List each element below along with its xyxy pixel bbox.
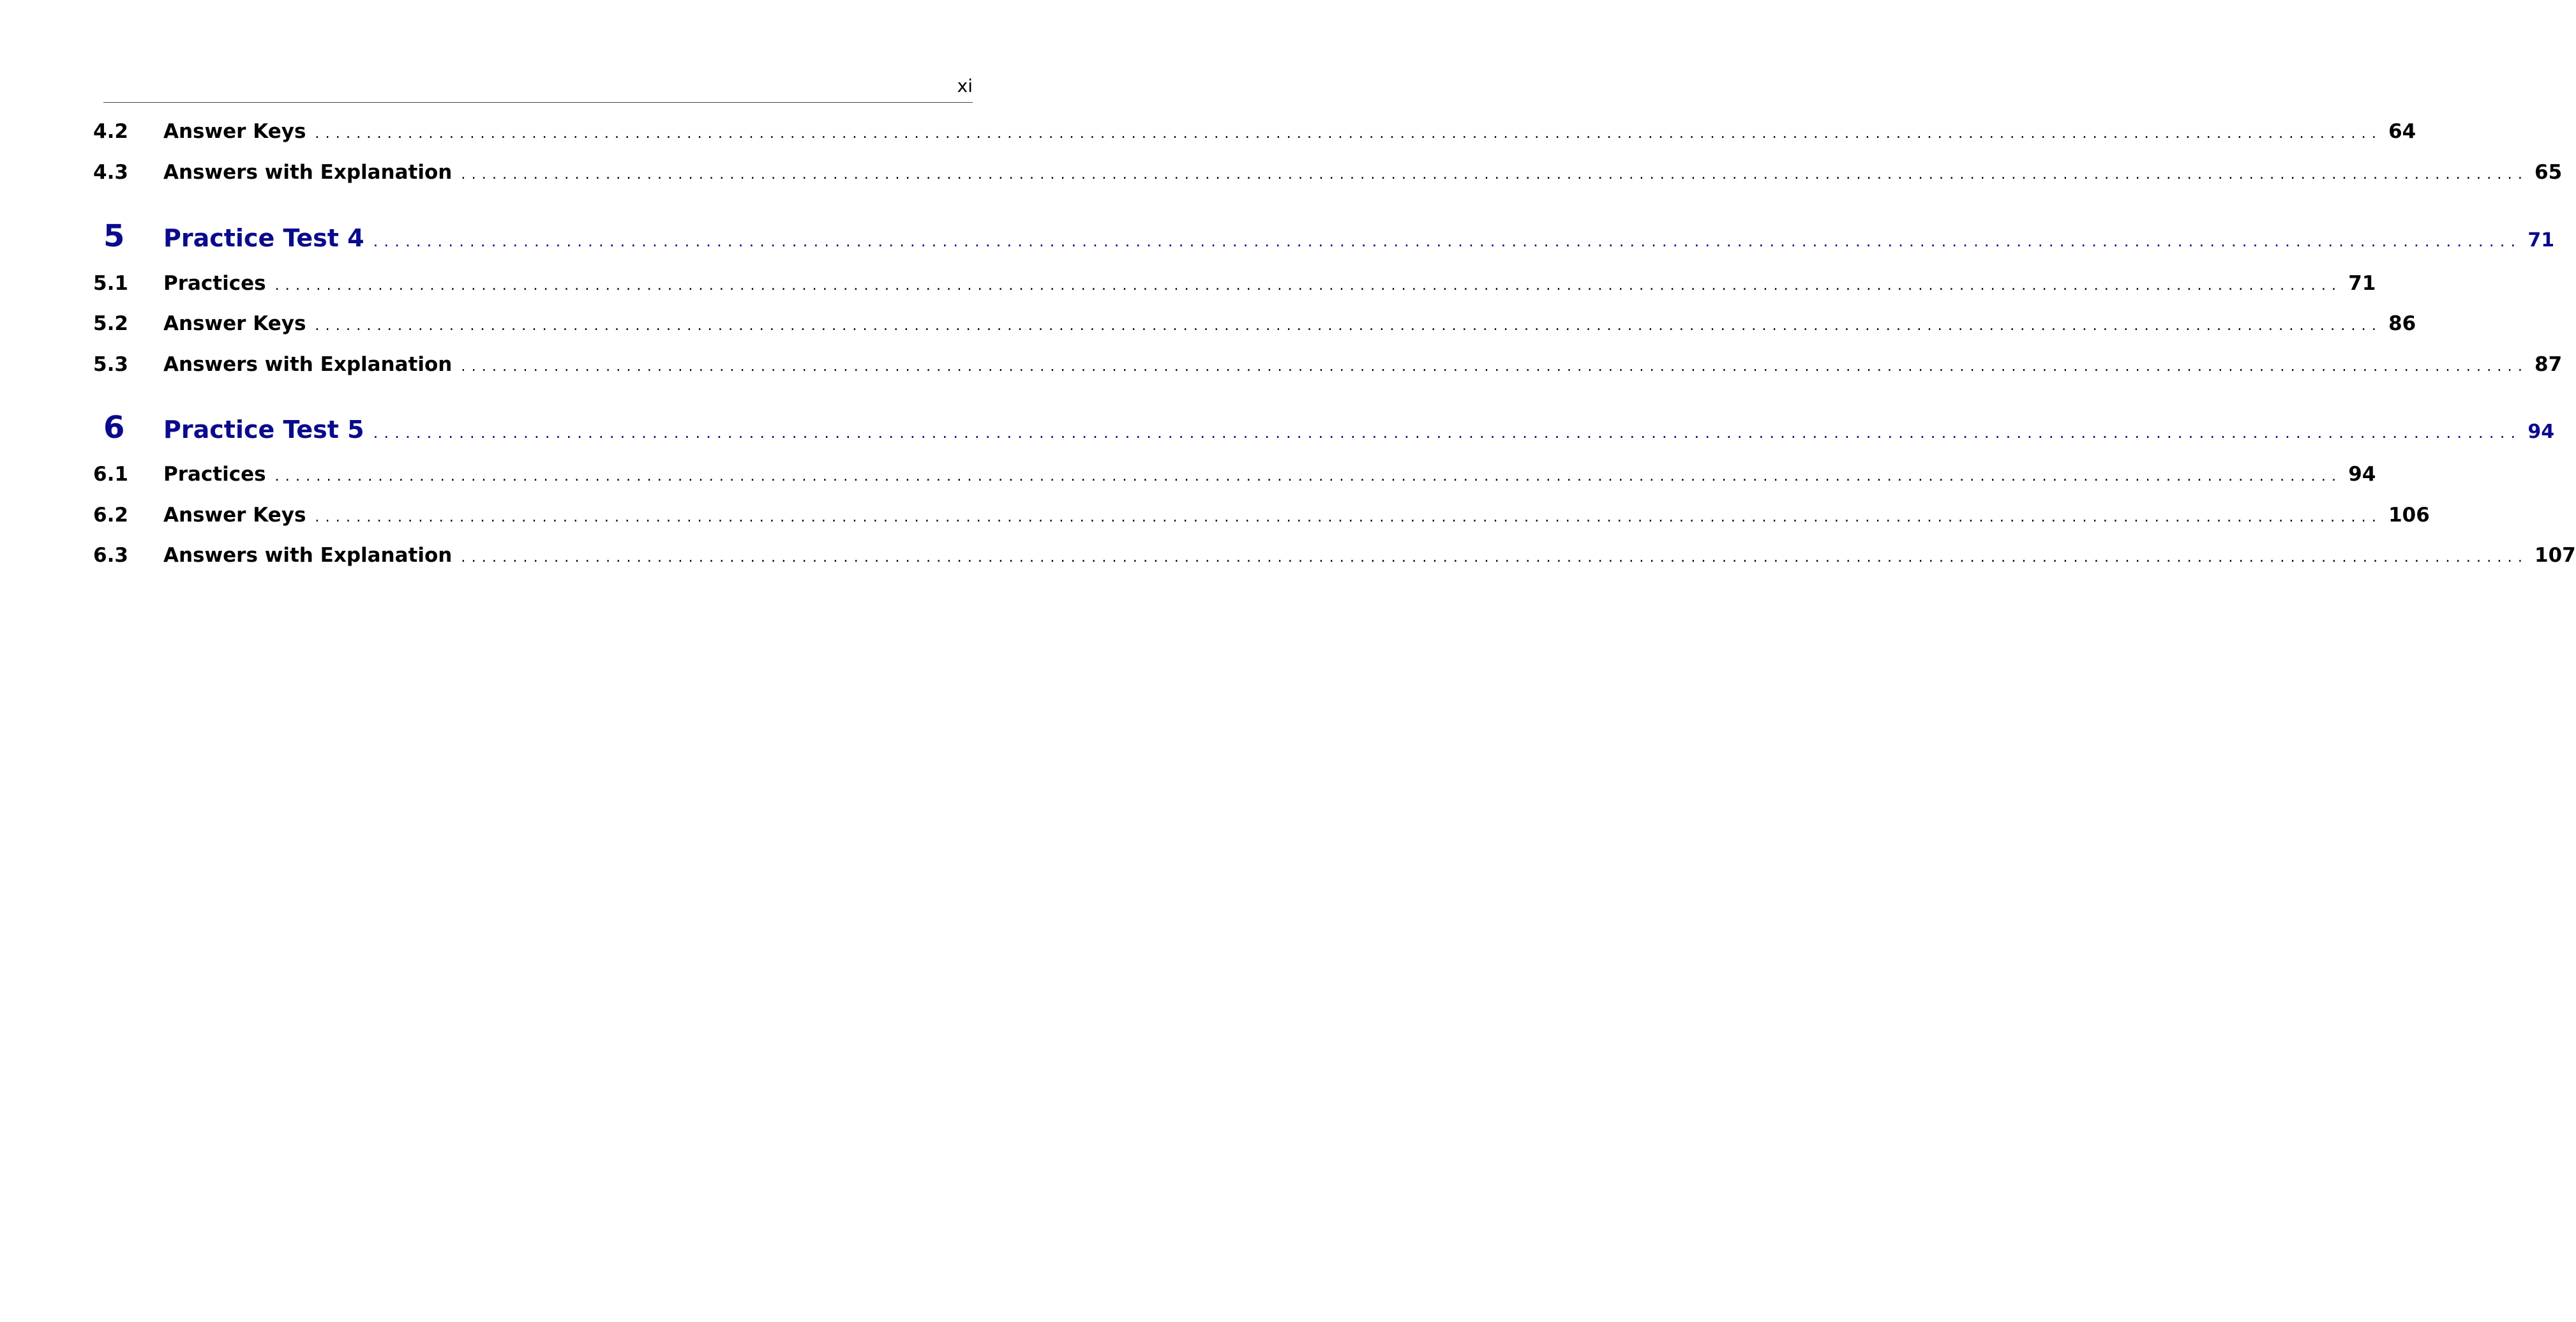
toc-entry-title[interactable]: Answers with Explanation	[163, 161, 453, 184]
toc-entry-section[interactable]	[93, 353, 2563, 384]
toc-entry-page[interactable]: 106	[2388, 504, 2430, 527]
toc-entry-title[interactable]: Practices	[163, 463, 266, 486]
toc-entry-page[interactable]: 71	[2527, 229, 2555, 252]
toc-entry-page[interactable]: 86	[2388, 312, 2416, 335]
toc-entry-number: 4.2	[93, 120, 128, 143]
toc-entry-title[interactable]: Answer Keys	[163, 120, 306, 143]
toc-entry-number: 4.3	[93, 161, 128, 184]
dot-leader: ........................................................................................................................................................................................................	[373, 424, 2522, 442]
toc-entry-number: 6.2	[93, 504, 128, 527]
toc-entry-chapter[interactable]	[93, 410, 2555, 448]
dot-leader: ........................................................................................................................................................................................................	[274, 469, 2342, 484]
dot-leader: ........................................................................................................................................................................................................	[373, 232, 2522, 250]
toc-entry-section[interactable]	[93, 544, 2576, 575]
dot-leader: ........................................................................................................................................................................................................	[461, 359, 2529, 375]
toc-entry-page[interactable]: 64	[2388, 120, 2416, 143]
toc-entry-section[interactable]	[93, 161, 2563, 192]
dot-leader: ........................................................................................................................................................................................................	[315, 126, 2383, 142]
toc-entry-number: 5.1	[93, 272, 128, 295]
toc-entry-title[interactable]: Practice Test 5	[163, 416, 364, 444]
toc-entry-page[interactable]: 87	[2535, 353, 2563, 376]
toc-entry-chapter[interactable]	[93, 218, 2555, 257]
toc-entry-page[interactable]: 65	[2535, 161, 2563, 184]
dot-leader: ........................................................................................................................................................................................................	[315, 509, 2383, 525]
toc-entry-title[interactable]: Answer Keys	[163, 504, 306, 527]
page-number: xi	[957, 75, 973, 96]
toc-entry-number: 5	[103, 218, 125, 254]
toc-entry-number: 5.2	[93, 312, 128, 335]
toc-entry-page[interactable]: 71	[2348, 272, 2376, 295]
toc-entry-section[interactable]	[93, 463, 2376, 493]
toc-entry-title[interactable]: Answer Keys	[163, 312, 306, 335]
toc-entry-section[interactable]	[93, 120, 2416, 151]
toc-entry-page[interactable]: 107	[2535, 544, 2576, 567]
toc-entry-title[interactable]: Answers with Explanation	[163, 353, 453, 376]
toc-entry-number: 6	[103, 410, 125, 446]
dot-leader: ........................................................................................................................................................................................................	[461, 550, 2529, 566]
toc-entry-section[interactable]	[93, 504, 2430, 534]
toc-entry-section[interactable]	[93, 312, 2416, 343]
toc-entry-page[interactable]: 94	[2527, 421, 2555, 443]
dot-leader: ........................................................................................................................................................................................................	[315, 318, 2383, 334]
dot-leader: ........................................................................................................................................................................................................	[274, 278, 2342, 294]
dot-leader: ........................................................................................................................................................................................................	[461, 167, 2529, 183]
toc-entry-title[interactable]: Practice Test 4	[163, 224, 364, 252]
toc-entry-number: 6.3	[93, 544, 128, 567]
header-rule	[103, 102, 973, 103]
toc-entry-page[interactable]: 94	[2348, 463, 2376, 486]
toc-entry-title[interactable]: Answers with Explanation	[163, 544, 453, 567]
toc-entry-title[interactable]: Practices	[163, 272, 266, 295]
toc-entry-section[interactable]	[93, 272, 2376, 303]
toc-entry-number: 5.3	[93, 353, 128, 376]
toc-entry-number: 6.1	[93, 463, 128, 486]
